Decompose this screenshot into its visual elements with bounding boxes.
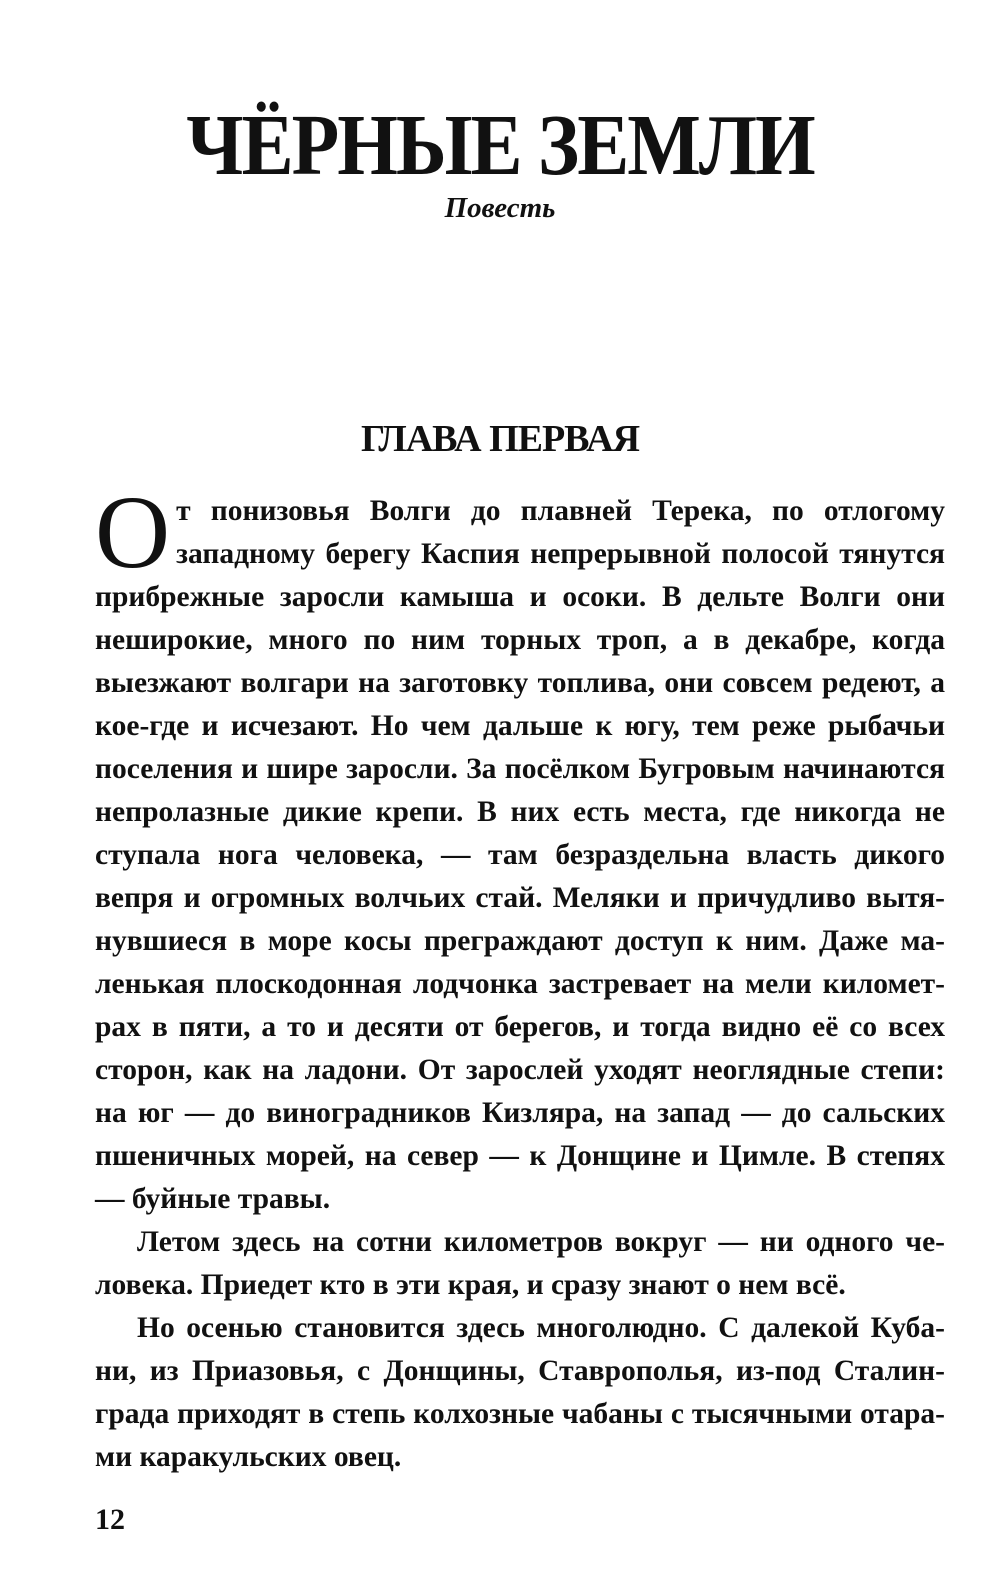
paragraph-3: Но осенью становится здесь многолюдно. С далекой Кубани, из Приазовья, с Донщины, Ставрополья, из-под Сталинграда приходят в степь колхозные чабаны с тысячными отарами каракульских овец. xyxy=(95,1312,945,1473)
book-subtitle: Повесть xyxy=(444,192,556,224)
paragraph-2: Летом здесь на сотни километров вокруг — ни одного человека. Приедет кто в эти края, и сразу знают о нем всё. xyxy=(95,1226,945,1301)
page-number: 12 xyxy=(95,1503,125,1536)
book-title: ЧЁРНЫЕ ЗЕМЛИ xyxy=(186,95,814,194)
drop-cap: О xyxy=(95,475,171,590)
paragraph-1 xyxy=(95,475,945,1221)
paragraph-1-text: т понизовья Волги до плавней Терека, по отлогому западному берегу Каспия непрерывной полосой тянутся прибрежные заросли камыша и осоки. В дельте Волги они неширокие, много по ним торных троп, а в декабре, когда выезжают волгари на заготовку топлива, они совсем редеют, а кое-где и исчезают. Но чем дальше к югу, тем реже рыбачьи поселения и шире заросли. За посёлком Бугровым начинаются непролазные дикие крепи. В них есть места, где никогда не ступала нога человека, — там безраздельна власть дикого вепря и огромных волчьих стай. Меляки и причудливо вытянувшиеся в море косы преграждают доступ к ним. Даже маленькая плоскодонная лодчонка застревает на мели километрах в пяти, а то и десяти от берегов, и тогда видно её со всех сторон, как на ладони. От зарослей уходят неоглядные степи: на юг — до виноградников Кизляра, на запад — до сальских пшеничных морей, на север — к Донщине и Цимле. В степях — буйные травы. xyxy=(95,495,945,1215)
chapter-body xyxy=(95,475,945,1479)
chapter-heading: ГЛАВА ПЕРВАЯ xyxy=(360,418,640,460)
